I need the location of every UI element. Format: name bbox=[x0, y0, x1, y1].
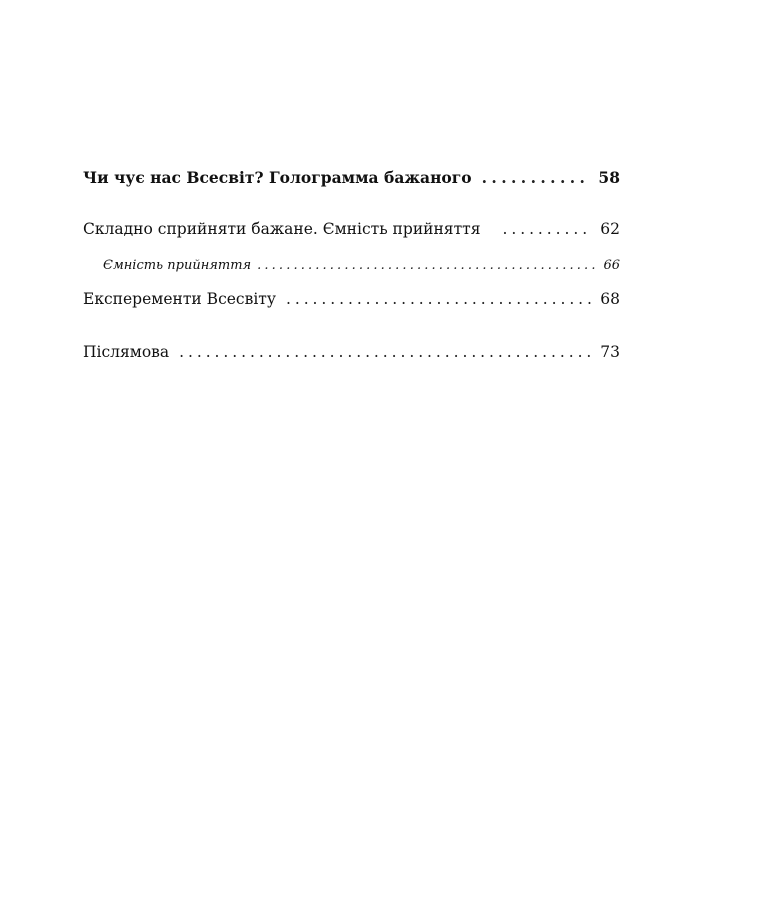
toc-entry-title: Експеременти Всесвіту bbox=[83, 290, 276, 308]
toc-dot-leader bbox=[503, 220, 593, 238]
toc-entry-page-number: 58 bbox=[598, 168, 620, 187]
toc-entry-title: Складно сприйняти бажане. Ємність прийняття bbox=[83, 220, 481, 238]
toc-dot-leader bbox=[179, 343, 592, 361]
toc-entry-section[interactable] bbox=[83, 220, 620, 238]
toc-dot-leader bbox=[286, 290, 592, 308]
toc-entry-title: Чи чує нас Всесвіт? Голограмма бажаного bbox=[83, 168, 472, 187]
toc-dot-leader bbox=[482, 168, 591, 187]
toc-dot-leader bbox=[257, 258, 599, 273]
toc-entry-page-number: 73 bbox=[600, 343, 620, 361]
toc-entry-subsection[interactable] bbox=[103, 258, 620, 273]
toc-entry-title: Післямова bbox=[83, 343, 170, 361]
toc-entry-section[interactable] bbox=[83, 343, 620, 361]
toc-entry-page-number: 68 bbox=[600, 290, 620, 308]
toc-entry-page-number: 66 bbox=[603, 258, 620, 273]
toc-entry-section[interactable] bbox=[83, 290, 620, 308]
toc-entry-chapter[interactable] bbox=[83, 168, 620, 187]
toc-entry-title: Ємність прийняття bbox=[103, 258, 252, 273]
toc-entry-page-number: 62 bbox=[600, 220, 620, 238]
